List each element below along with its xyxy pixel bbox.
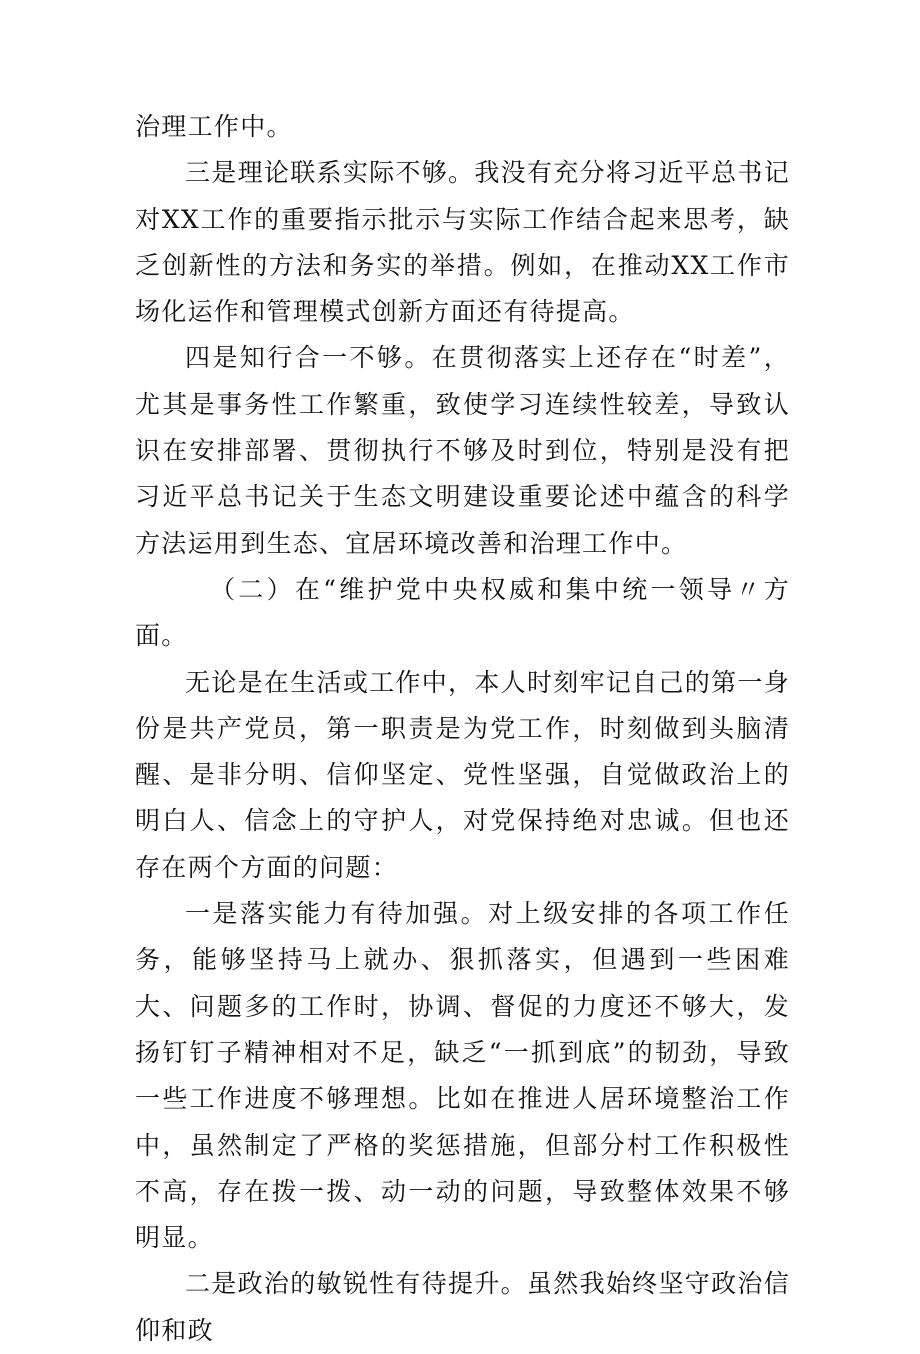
section-heading-2: （二）在“维护党中央权威和集中统一领导〃方面。: [135, 574, 790, 651]
paragraph-theory-practice: 三是理论联系实际不够。我没有充分将习近平总书记对XX工作的重要指示批示与实际工作结合起来思考，缺乏创新性的方法和务实的举措。例如，在推动XX工作市场化运作和管理模式创新方面还有待提高。: [135, 158, 790, 327]
paragraph-implementation: 一是落实能力有待加强。对上级安排的各项工作任务，能够坚持马上就办、狠抓落实，但遇到一些困难大、问题多的工作时，协调、督促的力度还不够大，发扬钉钉子精神相对不足，缺乏“一抓到底”的韧劲，导致一些工作进度不够理想。比如在推进人居环境整治工作中，虽然制定了严格的奖惩措施，但部分村工作积极性不高，存在拨一拨、动一动的问题，导致整体效果不够明显。: [135, 899, 790, 1253]
document-body: [135, 104, 790, 1354]
paragraph-party-loyalty: 无论是在生活或工作中，本人时刻牢记自己的第一身份是共产党员，第一职责是为党工作，时刻做到头脑清醒、是非分明、信仰坚定、党性坚强，自觉做政治上的明白人、信念上的守护人，对党保持绝对忠诚。但也还存在两个方面的问题：: [135, 667, 790, 882]
paragraph-political-sensitivity: 二是政治的敏锐性有待提升。虽然我始终坚守政治信仰和政: [135, 1269, 790, 1345]
paragraph-knowledge-action: 四是知行合一不够。在贯彻落实上还存在“时差”，尤其是事务性工作繁重，致使学习连续性较差，导致认识在安排部署、贯彻执行不够及时到位，特别是没有把习近平总书记关于生态文明建设重要论述中蕴含的科学方法运用到生态、宜居环境改善和治理工作中。: [135, 343, 790, 558]
paragraph-continuation: 治理工作中。: [135, 112, 293, 141]
